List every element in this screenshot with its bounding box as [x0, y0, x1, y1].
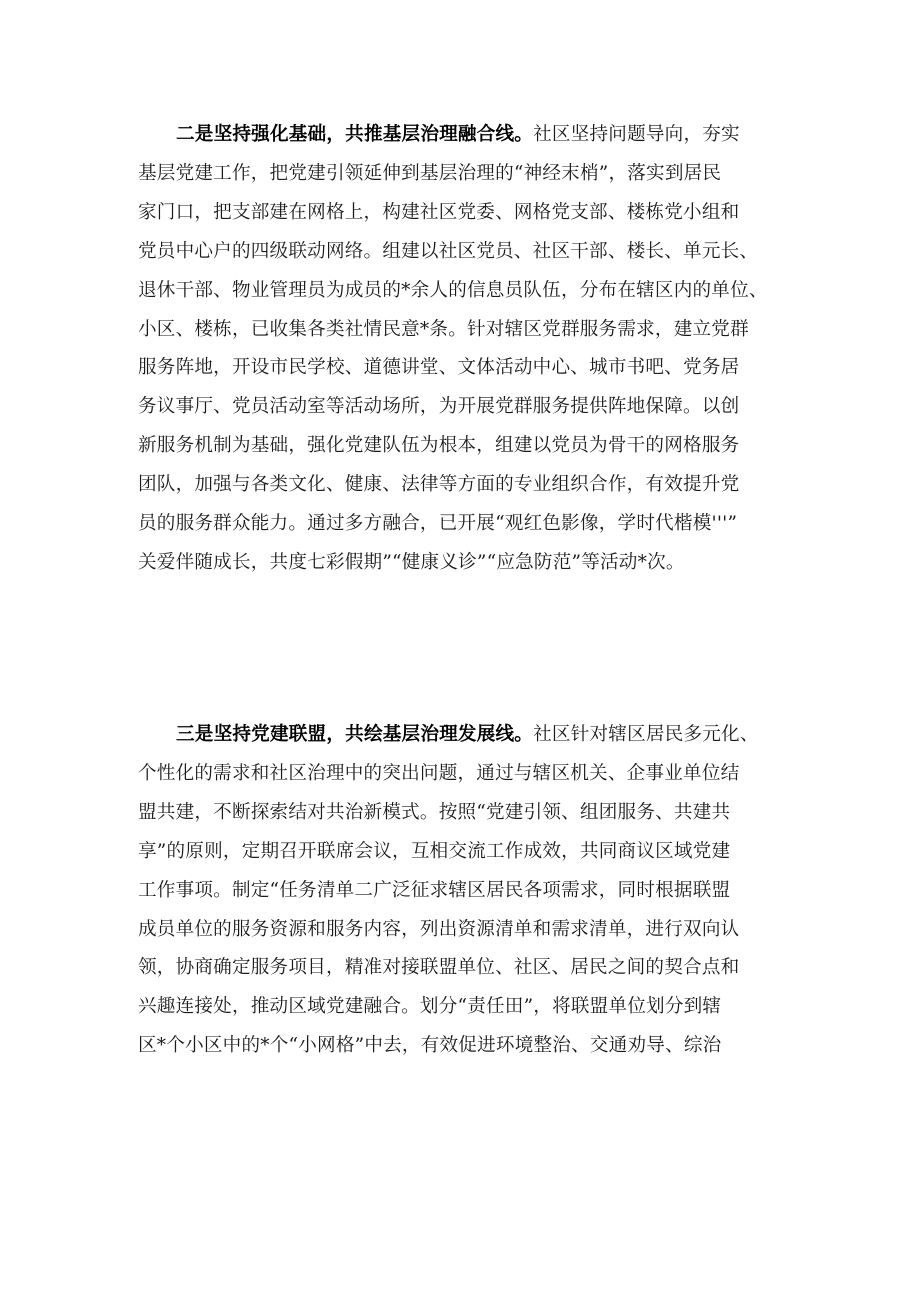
paragraph-line: 成员单位的服务资源和服务内容，列出资源清单和需求清单，进行双向认 [138, 918, 740, 940]
paragraph-line: 退休干部、物业管理员为成员的*余人的信息员队伍，分布在辖区内的单位、 [138, 279, 768, 301]
paragraph-line: 享”的原则，定期召开联席会议，互相交流工作成效，共同商议区域党建 [138, 840, 731, 862]
paragraph-3 [138, 716, 798, 1066]
paragraph-first-line [138, 716, 798, 755]
paragraph-2 [138, 116, 798, 583]
paragraph-line: 基层党建工作，把党建引领延伸到基层治理的“神经末梢”，落实到居民 [138, 162, 722, 184]
paragraph-line: 员的服务群众能力。通过多方融合，已开展“观红色影像，学时代楷模'''” [138, 513, 738, 535]
paragraph-first-line [138, 116, 798, 155]
paragraph-line: 团队，加强与各类文化、健康、法律等方面的专业组织合作，有效提升党 [138, 474, 740, 496]
paragraph-line: 务议事厅、党员活动室等活动场所，为开展党群服务提供阵地保障。以创 [138, 396, 740, 418]
paragraph-line: 区*个小区中的*个“小网格”中去，有效促进环境整治、交通劝导、综治 [138, 1035, 722, 1057]
paragraph-line: 家门口，把支部建在网格上，构建社区党委、网格党支部、楼栋党小组和 [138, 201, 740, 223]
paragraph-lead-heading: 二是坚持强化基础，共推基层治理融合线。 [176, 124, 534, 145]
paragraph-first-line-text: 社区坚持问题导向，夯实 [533, 124, 740, 145]
paragraph-line: 工作事项。制定“任务清单二广泛征求辖区居民各项需求，同时根据联盟 [138, 879, 731, 901]
paragraph-line: 服务阵地，开设市民学校、道德讲堂、文体活动中心、城市书吧、党务居 [138, 357, 740, 379]
paragraph-line: 新服务机制为基础，强化党建队伍为根本，组建以党员为骨干的网格服务 [138, 435, 740, 457]
paragraph-line: 小区、楼栋，已收集各类社情民意*条。针对辖区党群服务需求，建立党群 [138, 318, 749, 340]
paragraph-line: 兴趣连接处，推动区域党建融合。划分“责任田”，将联盟单位划分到辖 [138, 996, 722, 1018]
paragraph-lead-heading: 三是坚持党建联盟，共绘基层治理发展线。 [176, 724, 534, 745]
paragraph-line: 盟共建，不断探索结对共治新模式。按照“党建引领、组团服务、共建共 [138, 801, 731, 823]
paragraph-first-line-text: 社区针对辖区居民多元化、 [533, 724, 759, 745]
paragraph-line: 领，协商确定服务项目，精准对接联盟单位、社区、居民之间的契合点和 [138, 957, 740, 979]
paragraph-line: 党员中心户的四级联动网络。组建以社区党员、社区干部、楼长、单元长、 [138, 240, 759, 262]
paragraph-line: 个性化的需求和社区治理中的突出问题，通过与辖区机关、企事业单位结 [138, 762, 740, 784]
paragraph-line: 关爱伴随成长，共度七彩假期”“健康义诊”“应急防范”等活动*次。 [138, 551, 685, 573]
